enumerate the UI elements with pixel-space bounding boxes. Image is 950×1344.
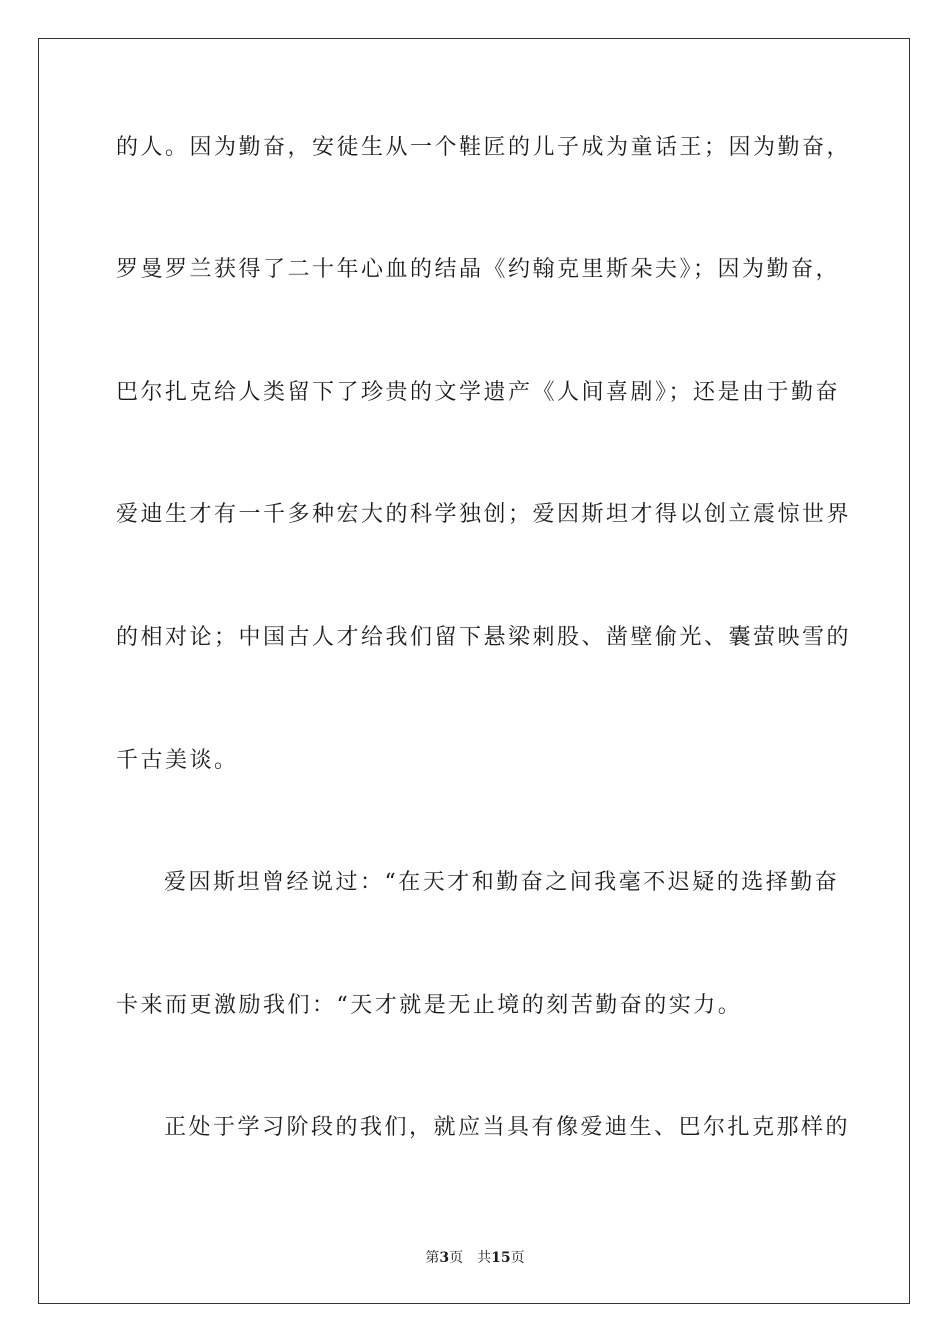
page-footer	[0, 1247, 950, 1267]
text-line-2: 罗曼罗兰获得了二十年心血的结晶《约翰克里斯朵夫》；因为勤奋，	[116, 257, 841, 282]
text-line-3: 巴尔扎克给人类留下了珍贵的文学遗产《人间喜剧》；还是由于勤奋	[116, 380, 841, 405]
paragraph-start-line-9: 正处于学习阶段的我们，就应当具有像爱迪生、巴尔扎克那样的	[164, 1115, 851, 1140]
page-current: 3	[439, 1250, 450, 1266]
paragraph-start-line-7: 爱因斯坦曾经说过：“在天才和勤奋之间我毫不迟疑的选择勤奋	[164, 870, 840, 895]
text-line-4: 爱迪生才有一千多种宏大的科学独创；爱因斯坦才得以创立震惊世界	[116, 502, 852, 527]
page-suffix: 页	[449, 1250, 464, 1266]
page-total: 15	[491, 1250, 511, 1266]
text-line-8: 卡来而更激励我们：“天才就是无止境的刻苦勤奋的实力。	[116, 993, 743, 1018]
text-line-6: 千古美谈。	[116, 748, 239, 773]
total-prefix: 共	[477, 1250, 492, 1266]
total-suffix: 页	[510, 1250, 525, 1266]
page-prefix: 第	[425, 1250, 440, 1266]
text-line-5: 的相对论；中国古人才给我们留下悬梁刺股、凿壁偷光、囊萤映雪的	[116, 625, 852, 650]
text-line-1: 的人。因为勤奋，安徒生从一个鞋匠的儿子成为童话王；因为勤奋，	[116, 135, 852, 160]
